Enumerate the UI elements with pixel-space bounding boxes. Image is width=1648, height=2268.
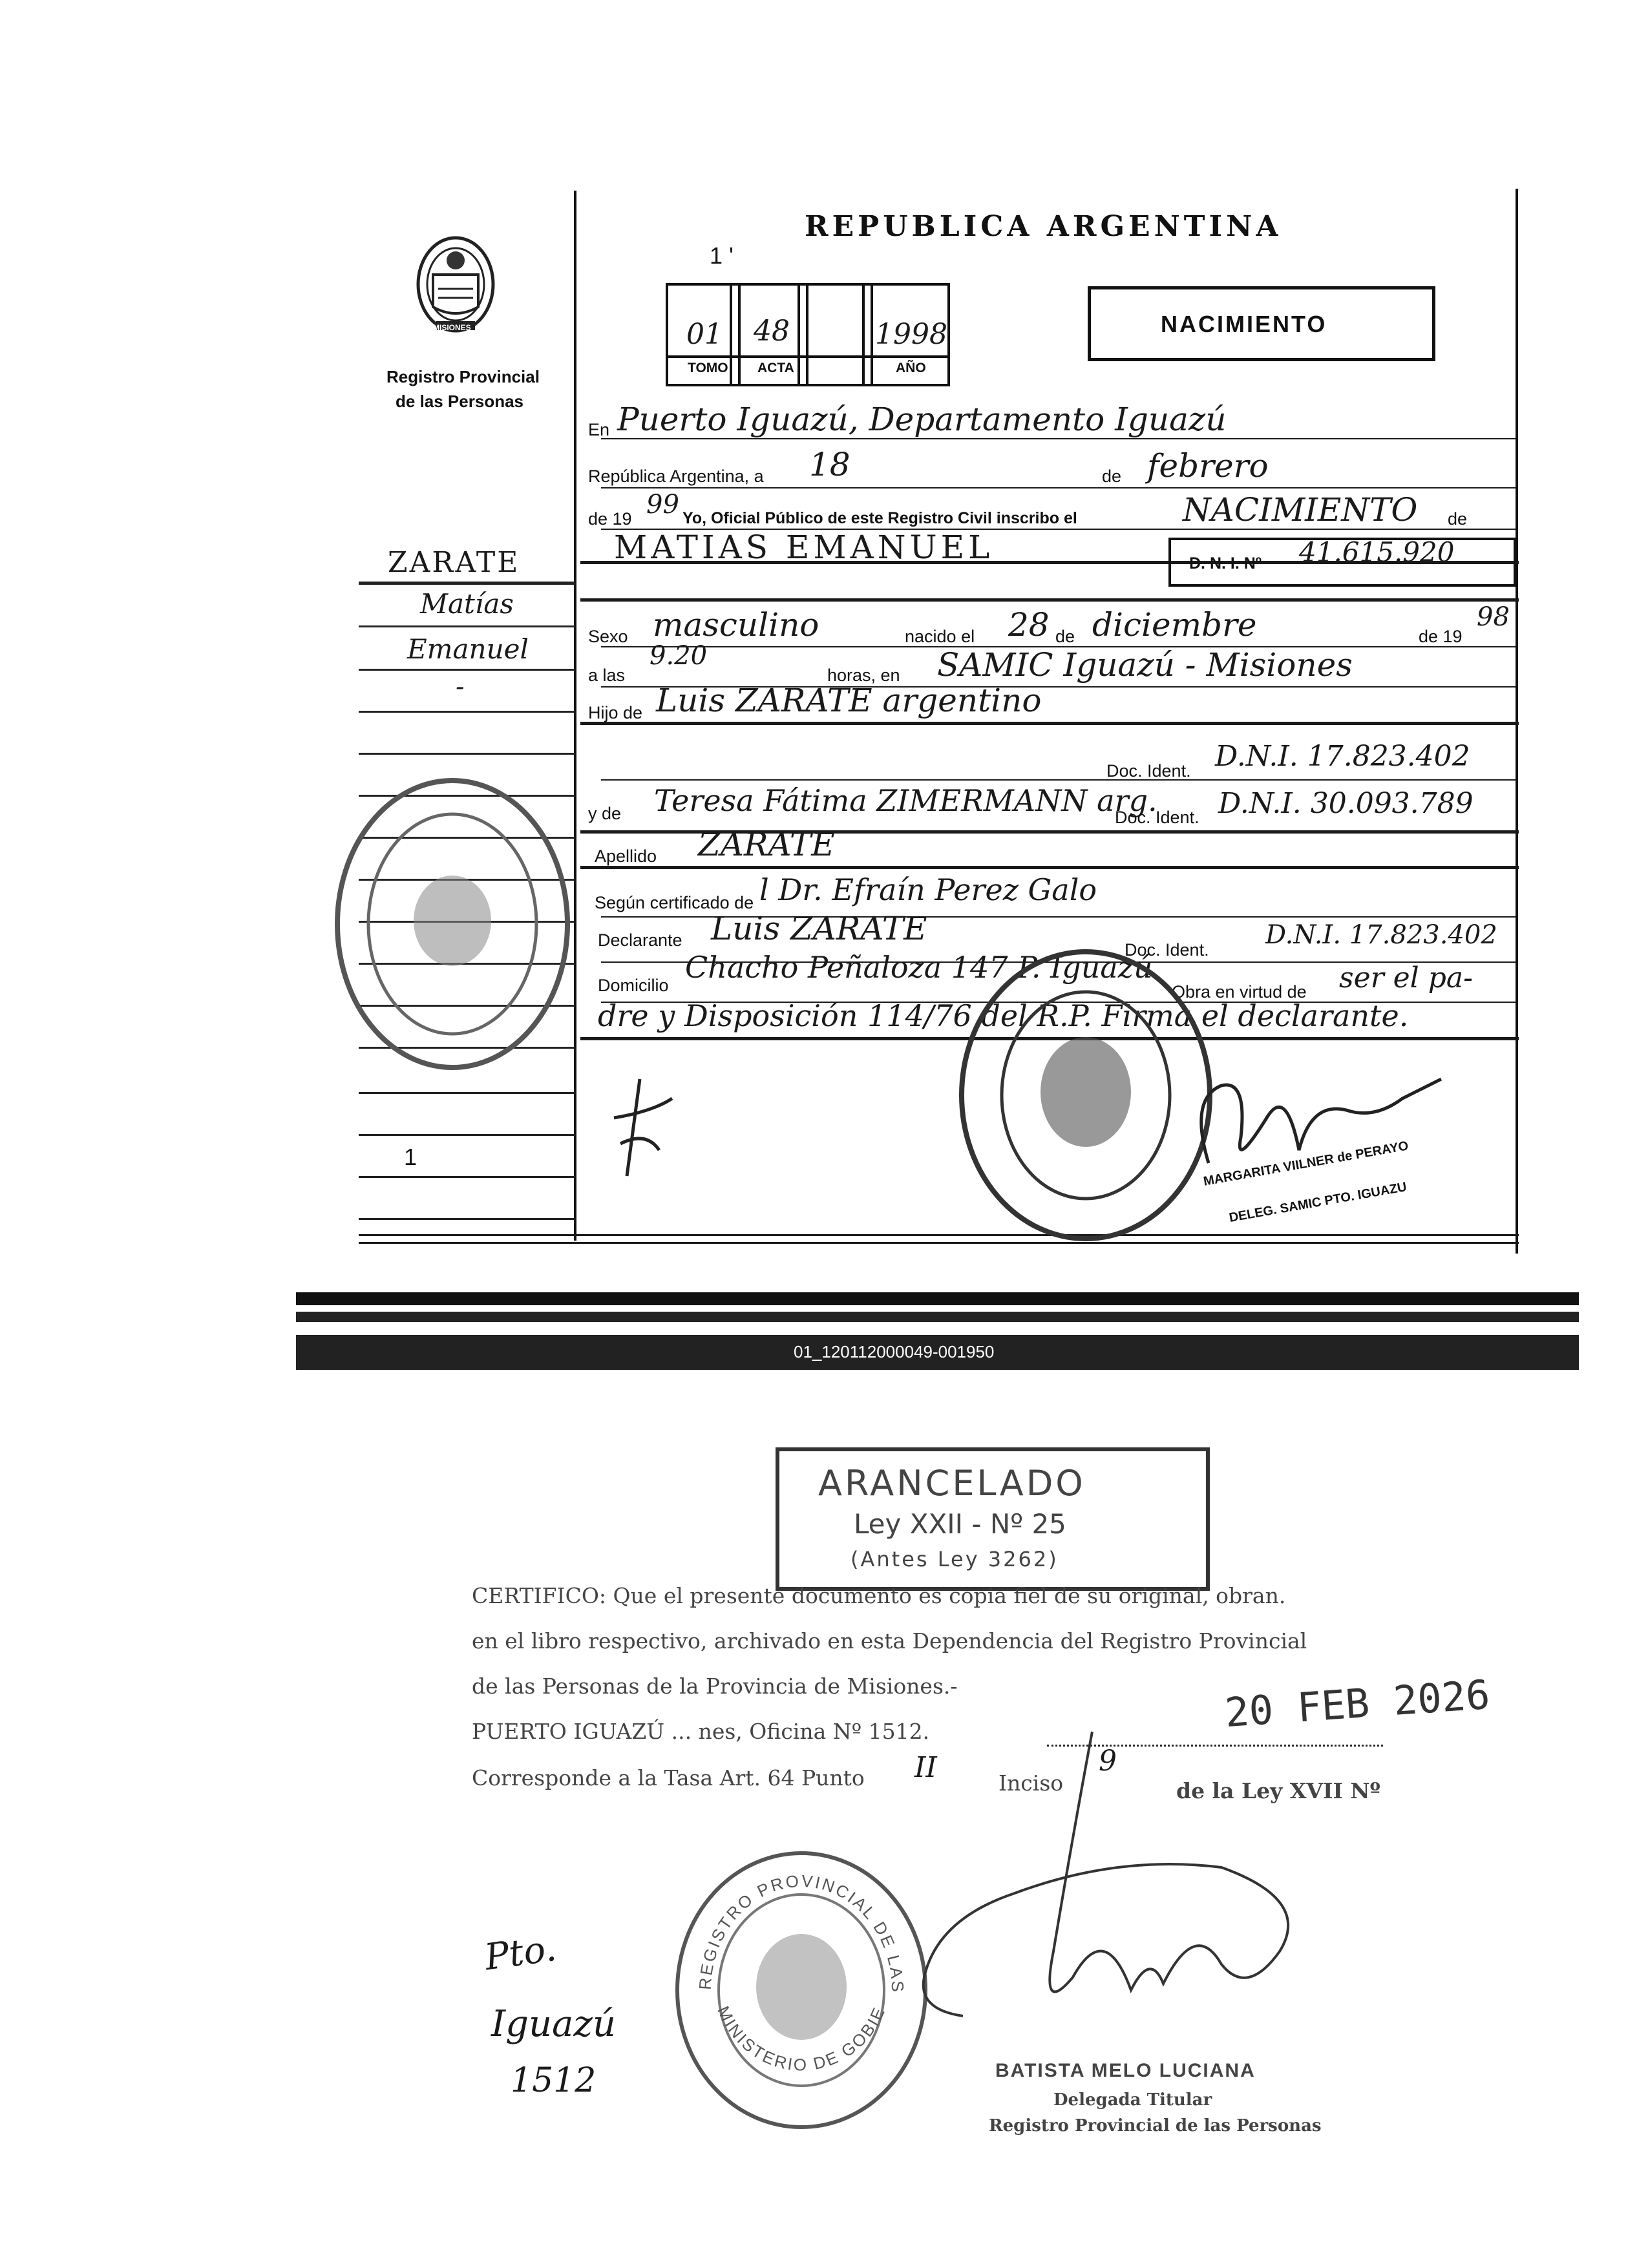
record-type: NACIMIENTO — [1161, 311, 1327, 337]
domicilio-label: Domicilio — [598, 976, 669, 995]
yde-label: y de — [588, 804, 622, 823]
day-value: 18 — [809, 446, 850, 483]
frame-right-border — [1516, 189, 1518, 1254]
acta-label: ACTA — [757, 361, 794, 375]
oficial-text: Yo, Oficial Público de este Registro Civil inscribo el — [682, 509, 1077, 527]
margin-note-3: 1512 — [511, 2061, 597, 2100]
margin-surname: ZARATE — [388, 546, 520, 579]
hour-value: 9.20 — [650, 641, 708, 671]
year-suffix: 99 — [646, 490, 679, 520]
doc-label-3: Doc. Ident. — [1125, 940, 1209, 960]
official-signature-right — [1183, 1060, 1454, 1189]
scan-edge-bar — [296, 1292, 1579, 1305]
seal-ring-text: REGISTRO PROVINCIAL DE LAS — [695, 1871, 908, 1995]
republica-label: República Argentina, a — [588, 467, 764, 486]
barcode-bar — [296, 1335, 1579, 1370]
margin-dash: - — [456, 672, 465, 702]
official-name-stamp: MARGARITA VIILNER de PERAYO — [1202, 1139, 1410, 1189]
de-label-3: de — [1055, 627, 1075, 646]
month-value: febrero — [1147, 447, 1269, 485]
registro-oval-seal — [333, 775, 572, 1073]
cert-line-3: de las Personas de la Provincia de Misiones.- — [472, 1674, 958, 1699]
obra-value: ser el pa- — [1339, 961, 1474, 994]
cert-line-1: CERTIFICO: Que el presente documento es copia fiel de su original, obran. — [472, 1583, 1286, 1608]
horas-label: horas, en — [827, 666, 900, 685]
de19-label: de 19 — [588, 509, 632, 529]
doc-label-2: Doc. Ident. — [1115, 808, 1199, 827]
office-stamp: DELEG. SAMIC PTO. IGUAZU — [1228, 1179, 1408, 1226]
arancelado-stamp — [776, 1447, 1210, 1591]
mother-value: Teresa Fátima ZIMERMANN arg. — [654, 783, 1157, 818]
de-label-2: de — [1448, 509, 1468, 529]
en-label: En — [588, 420, 610, 439]
margin-name-2: Emanuel — [407, 633, 529, 665]
tomo-label: TOMO — [688, 361, 728, 375]
frame-bottom-line — [359, 1234, 1519, 1236]
acta-value: 48 — [754, 315, 790, 348]
registro-line-2: de las Personas — [396, 392, 523, 411]
signer-name: BATISTA MELO LUCIANA — [995, 2060, 1256, 2081]
cert-line-5: Corresponde a la Tasa Art. 64 Punto — [472, 1765, 865, 1790]
mother-doc-value: D.N.I. 30.093.789 — [1218, 787, 1474, 820]
nacido-label: nacido el — [905, 627, 975, 646]
arancelado-ley: Ley XXII - Nº 25 — [854, 1508, 1066, 1540]
cert-line-4: PUERTO IGUAZÚ ... nes, Oficina Nº 1512. — [472, 1719, 930, 1744]
alas-label: a las — [588, 666, 626, 685]
de19-label-2: de 19 — [1419, 627, 1463, 646]
record-type-box — [1088, 286, 1435, 361]
cert-inciso: 9 — [1099, 1745, 1117, 1778]
domicilio-value: Chacho Peñaloza 147 P. Iguazú — [685, 950, 1153, 985]
page-title: REPUBLICA ARGENTINA — [805, 210, 1282, 243]
logo-caption: MISIONES — [433, 323, 471, 332]
arancelado-title: ARANCELADO — [818, 1463, 1086, 1504]
doc-label: Doc. Ident. — [1106, 761, 1191, 781]
frame-left-divider — [574, 191, 576, 1241]
dni-label: D. N. I. Nº — [1189, 554, 1262, 572]
place-value: Puerto Iguazú, Departamento Iguazú — [617, 401, 1227, 438]
cert-date-stamp: 20 FEB 2026 — [1223, 1670, 1492, 1737]
sexo-label: Sexo — [588, 627, 628, 646]
margin-note-1: Pto. — [482, 1927, 559, 1979]
birth-place-value: SAMIC Iguazú - Misiones — [937, 646, 1353, 684]
frame-bottom-line-2 — [359, 1242, 1519, 1244]
full-name-value: MATIAS EMANUEL — [614, 529, 994, 566]
signer-org: Registro Provincial de las Personas — [989, 2116, 1322, 2136]
certificado-value: l Dr. Efraín Perez Galo — [759, 872, 1097, 907]
birth-month-value: diciembre — [1092, 606, 1257, 644]
declarante-doc-value: D.N.I. 17.823.402 — [1265, 920, 1497, 950]
apellido-label: Apellido — [595, 846, 657, 866]
signer-role: Delegada Titular — [1053, 2090, 1212, 2110]
corner-mark: 1 ' — [710, 242, 734, 269]
dni-value: 41.615.920 — [1299, 536, 1455, 568]
central-round-seal — [956, 947, 1215, 1244]
scan-edge-bar-2 — [296, 1312, 1579, 1322]
registro-line-1: Registro Provincial — [386, 367, 540, 386]
ano-value: 1998 — [875, 318, 947, 351]
ano-label: AÑO — [896, 361, 926, 375]
cert-punto: II — [914, 1751, 937, 1784]
birth-year-suffix: 98 — [1477, 602, 1510, 632]
margin-mark: 1 — [404, 1144, 417, 1170]
official-signature-left — [601, 1073, 685, 1182]
declarante-value: Luis ZARATE — [711, 910, 927, 947]
obra-label: Obra en virtud de — [1172, 982, 1307, 1002]
arancelado-antes: (Antes Ley 3262) — [850, 1547, 1059, 1571]
delegada-signature — [860, 1706, 1312, 2068]
de-label: de — [1102, 467, 1122, 486]
declarante-label: Declarante — [598, 930, 682, 950]
hijo-label: Hijo de — [588, 703, 643, 722]
cert-line-5-end: de la Ley XVII Nº — [1176, 1778, 1381, 1803]
cert-line-2: en el libro respectivo, archivado en esta Dependencia del Registro Provincial — [472, 1628, 1307, 1654]
birth-day-value: 28 — [1008, 606, 1050, 644]
margin-name-1: Matías — [420, 588, 514, 620]
tomo-value: 01 — [686, 318, 723, 351]
margin-note-2: Iguazú — [491, 2003, 616, 2045]
apellido-value: ZARATE — [698, 826, 835, 863]
cert-inciso-label: Inciso — [998, 1770, 1064, 1796]
record-numbers-table — [666, 283, 950, 386]
seal-ring-bottom: MINISTERIO DE GOBIE — [713, 2002, 889, 2075]
obra-value-2: dre y Disposición 114/76 del R.P. Firma el declarante. — [598, 998, 1409, 1033]
father-value: Luis ZARATE argentino — [656, 682, 1042, 719]
acta-type-value: NACIMIENTO — [1183, 491, 1418, 529]
province-logo — [414, 229, 498, 336]
father-doc-value: D.N.I. 17.823.402 — [1215, 740, 1470, 773]
sexo-value: masculino — [653, 606, 819, 644]
barcode-text: 01_120112000049-001950 — [794, 1342, 995, 1361]
segun-label: Según certificado de — [595, 893, 754, 912]
